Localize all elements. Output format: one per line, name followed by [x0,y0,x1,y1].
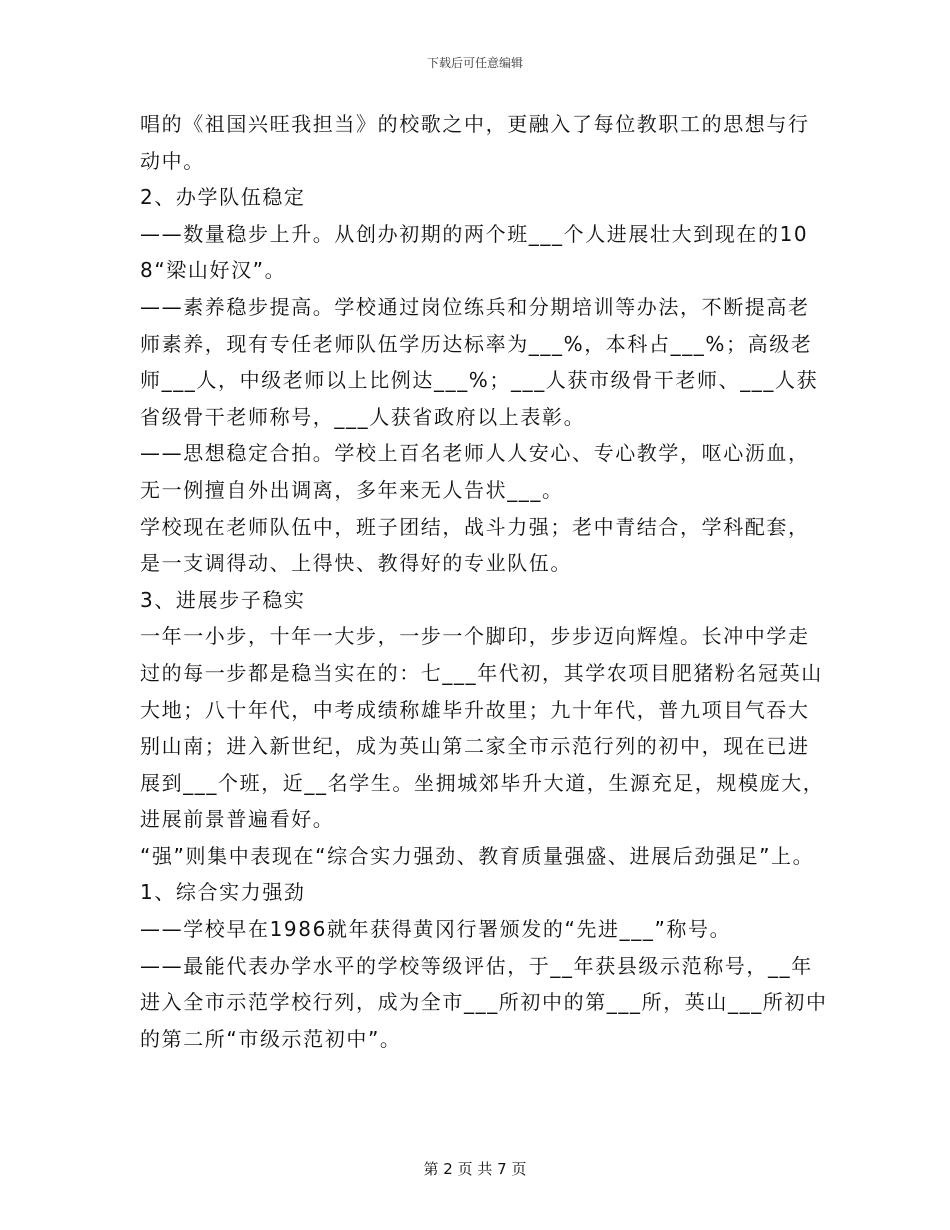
paragraph: 学校现在老师队伍中，班子团结，战斗力强；老中青结合，学科配套，是一支调得动、上得快、教得好的专业队伍。 [140,514,810,576]
paragraph: ——素养稳步提高。学校通过岗位练兵和分期培训等办法，不断提高老师素养，现有专任老师队伍学历达标率为___%，本科占___%；高级老师___人，中级老师以上比例达___%；___人获市级骨干老师、___人获省级骨干老师称号，___人获省政府以上表彰。 [140,294,819,429]
paragraph: ——思想稳定合拍。学校上百名老师人人安心、专心教学，呕心沥血，无一例擅自外出调离，多年来无人告状___。 [140,441,810,502]
paragraph: ——最能代表办学水平的学校等级评估，于__年获县级示范称号，__年进入全市示范学校行列，成为全市___所初中的第___所，英山___所初中的第二所“市级示范初中”。 [140,953,828,1051]
section-heading: 3、进展步子稳实 [140,587,306,612]
page-footer: 第 2 页 共 7 页 [423,1160,527,1178]
paragraph: “强”则集中表现在“综合实力强劲、教育质量强盛、进展后劲强足”上。 [140,843,815,868]
document-body [140,106,830,1057]
section-heading: 2、办学队伍稳定 [140,185,306,210]
section-heading: 1、综合实力强劲 [140,880,306,905]
paragraph: ——数量稳步上升。从创办初期的两个班___个人进展壮大到现在的108“梁山好汉”。 [140,221,809,283]
paragraph: 一年一小步，十年一大步，一步一个脚印，步步迈向辉煌。长冲中学走过的每一步都是稳当实在的：七___年代初，其学农项目肥猪粉名冠英山大地；八十年代，中考成绩称雄毕升故里；九十年代，普九项目气吞大别山南；进入新世纪，成为英山第二家全市示范行列的初中，现在已进展到___个班，近__名学生。坐拥城郊毕升大道，生源充足，规模庞大，进展前景普遍看好。 [140,624,825,832]
paragraph: ——学校早在1986就年获得黄冈行署颁发的“先进___”称号。 [140,917,732,942]
paragraph: 唱的《祖国兴旺我担当》的校歌之中，更融入了每位教职工的思想与行动中。 [140,112,810,173]
page-header: 下载后可任意编辑 [426,56,523,70]
